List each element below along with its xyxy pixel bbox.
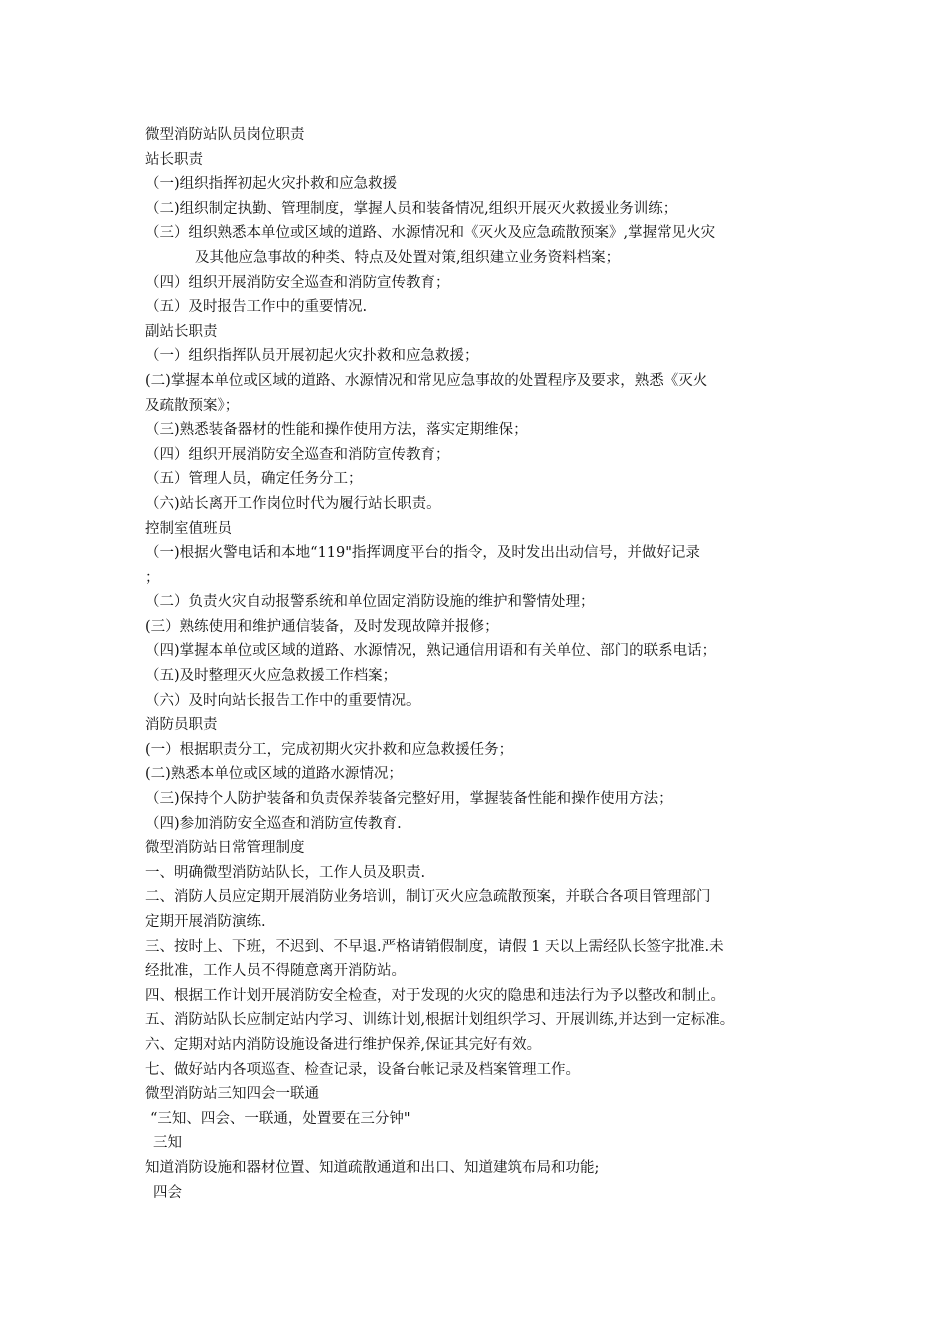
list-item: （四）组织开展消防安全巡查和消防宣传教育； bbox=[145, 446, 450, 463]
list-item: （三)熟悉装备器材的性能和操作使用方法，落实定期维保； bbox=[145, 422, 528, 439]
section-heading: 副站长职责 bbox=[145, 323, 218, 340]
document-body bbox=[145, 123, 825, 1205]
list-item: (二)掌握本单位或区域的道路、水源情况和常见应急事故的处置程序及要求，熟悉《灭火 bbox=[145, 372, 708, 389]
sub-heading: 三知 bbox=[153, 1135, 182, 1152]
rule-item: 五、消防站队长应制定站内学习、训练计划,根据计划组织学习、开展训练,并达到一定标准。 bbox=[145, 1012, 735, 1029]
rule-item-continuation: 经批准，工作人员不得随意离开消防站。 bbox=[145, 963, 406, 980]
section-heading: 消防员职责 bbox=[145, 717, 218, 734]
rule-item: 四、根据工作计划开展消防安全检查，对于发现的火灾的隐患和违法行为予以整改和制止。 bbox=[145, 987, 725, 1004]
quote-line: “三知、四会、一联通，处置要在三分钟" bbox=[150, 1110, 411, 1127]
rule-item: 三、按时上、下班，不迟到、不早退.严格请销假制度，请假 1 天以上需经队长签字批准.未 bbox=[145, 938, 724, 955]
list-item: （一)根据火警电话和本地“119"指挥调度平台的指令，及时发出出动信号，并做好记录 bbox=[145, 545, 700, 562]
list-item: （四）组织开展消防安全巡查和消防宣传教育； bbox=[145, 274, 450, 291]
list-item: （一)组织指挥初起火灾扑救和应急救援 bbox=[145, 176, 398, 193]
section-heading: 微型消防站三知四会一联通 bbox=[145, 1086, 319, 1103]
list-item: (一）根据职责分工，完成初期火灾扑救和应急救援任务； bbox=[145, 741, 514, 758]
list-item: （五）及时报告工作中的重要情况. bbox=[145, 299, 368, 316]
doc-title: 微型消防站队员岗位职责 bbox=[145, 127, 305, 143]
list-item: （三)保持个人防护装备和负责保养装备完整好用，掌握装备性能和操作使用方法； bbox=[145, 791, 673, 808]
list-item: （一）组织指挥队员开展初起火灾扑救和应急救援； bbox=[145, 348, 479, 365]
list-item: （五）管理人员，确定任务分工； bbox=[145, 471, 363, 488]
list-item: （六)站长离开工作岗位时代为履行站长职责。 bbox=[145, 495, 441, 512]
section-heading: 控制室值班员 bbox=[145, 520, 232, 537]
list-item: （六）及时向站长报告工作中的重要情况。 bbox=[145, 692, 421, 709]
rule-item: 六、定期对站内消防设施设备进行维护保养,保证其完好有效。 bbox=[145, 1036, 542, 1053]
list-item: （三）组织熟悉本单位或区域的道路、水源情况和《灭火及应急疏散预案》,掌握常见火灾 bbox=[145, 225, 716, 242]
list-item: （二）负责火灾自动报警系统和单位固定消防设施的维护和警情处理； bbox=[145, 594, 595, 611]
paragraph: 知道消防设施和器材位置、知道疏散通道和出口、知道建筑布局和功能; bbox=[145, 1159, 600, 1176]
list-item: （四)掌握本单位或区域的道路、水源情况，熟记通信用语和有关单位、部门的联系电话； bbox=[145, 643, 717, 660]
rule-item: 七、做好站内各项巡查、检查记录，设备台帐记录及档案管理工作。 bbox=[145, 1061, 580, 1078]
list-item-continuation: 及其他应急事故的种类、特点及处置对策,组织建立业务资料档案； bbox=[195, 249, 621, 266]
rule-item: 一、明确微型消防站队长，工作人员及职责. bbox=[145, 864, 426, 881]
rule-item-continuation: 定期开展消防演练. bbox=[145, 914, 266, 930]
sub-heading: 四会 bbox=[153, 1184, 182, 1201]
section-heading: 站长职责 bbox=[145, 151, 203, 168]
list-item: (二)熟悉本单位或区域的道路水源情况； bbox=[145, 766, 403, 783]
list-item: (三）熟练使用和维护通信装备，及时发现故障并报修； bbox=[145, 618, 499, 635]
list-item: （四)参加消防安全巡查和消防宣传教育. bbox=[145, 815, 402, 832]
list-item: （二)组织制定执勤、管理制度，掌握人员和装备情况,组织开展灭火救援业务训练； bbox=[145, 200, 678, 217]
list-item-continuation: 及疏散预案》； bbox=[145, 397, 240, 414]
section-heading: 微型消防站日常管理制度 bbox=[145, 840, 305, 857]
rule-item: 二、消防人员应定期开展消防业务培训，制订灭火应急疏散预案，并联合各项目管理部门 bbox=[145, 889, 711, 906]
list-item: （五)及时整理灭火应急救援工作档案； bbox=[145, 668, 398, 685]
list-item-continuation: ； bbox=[145, 569, 160, 586]
